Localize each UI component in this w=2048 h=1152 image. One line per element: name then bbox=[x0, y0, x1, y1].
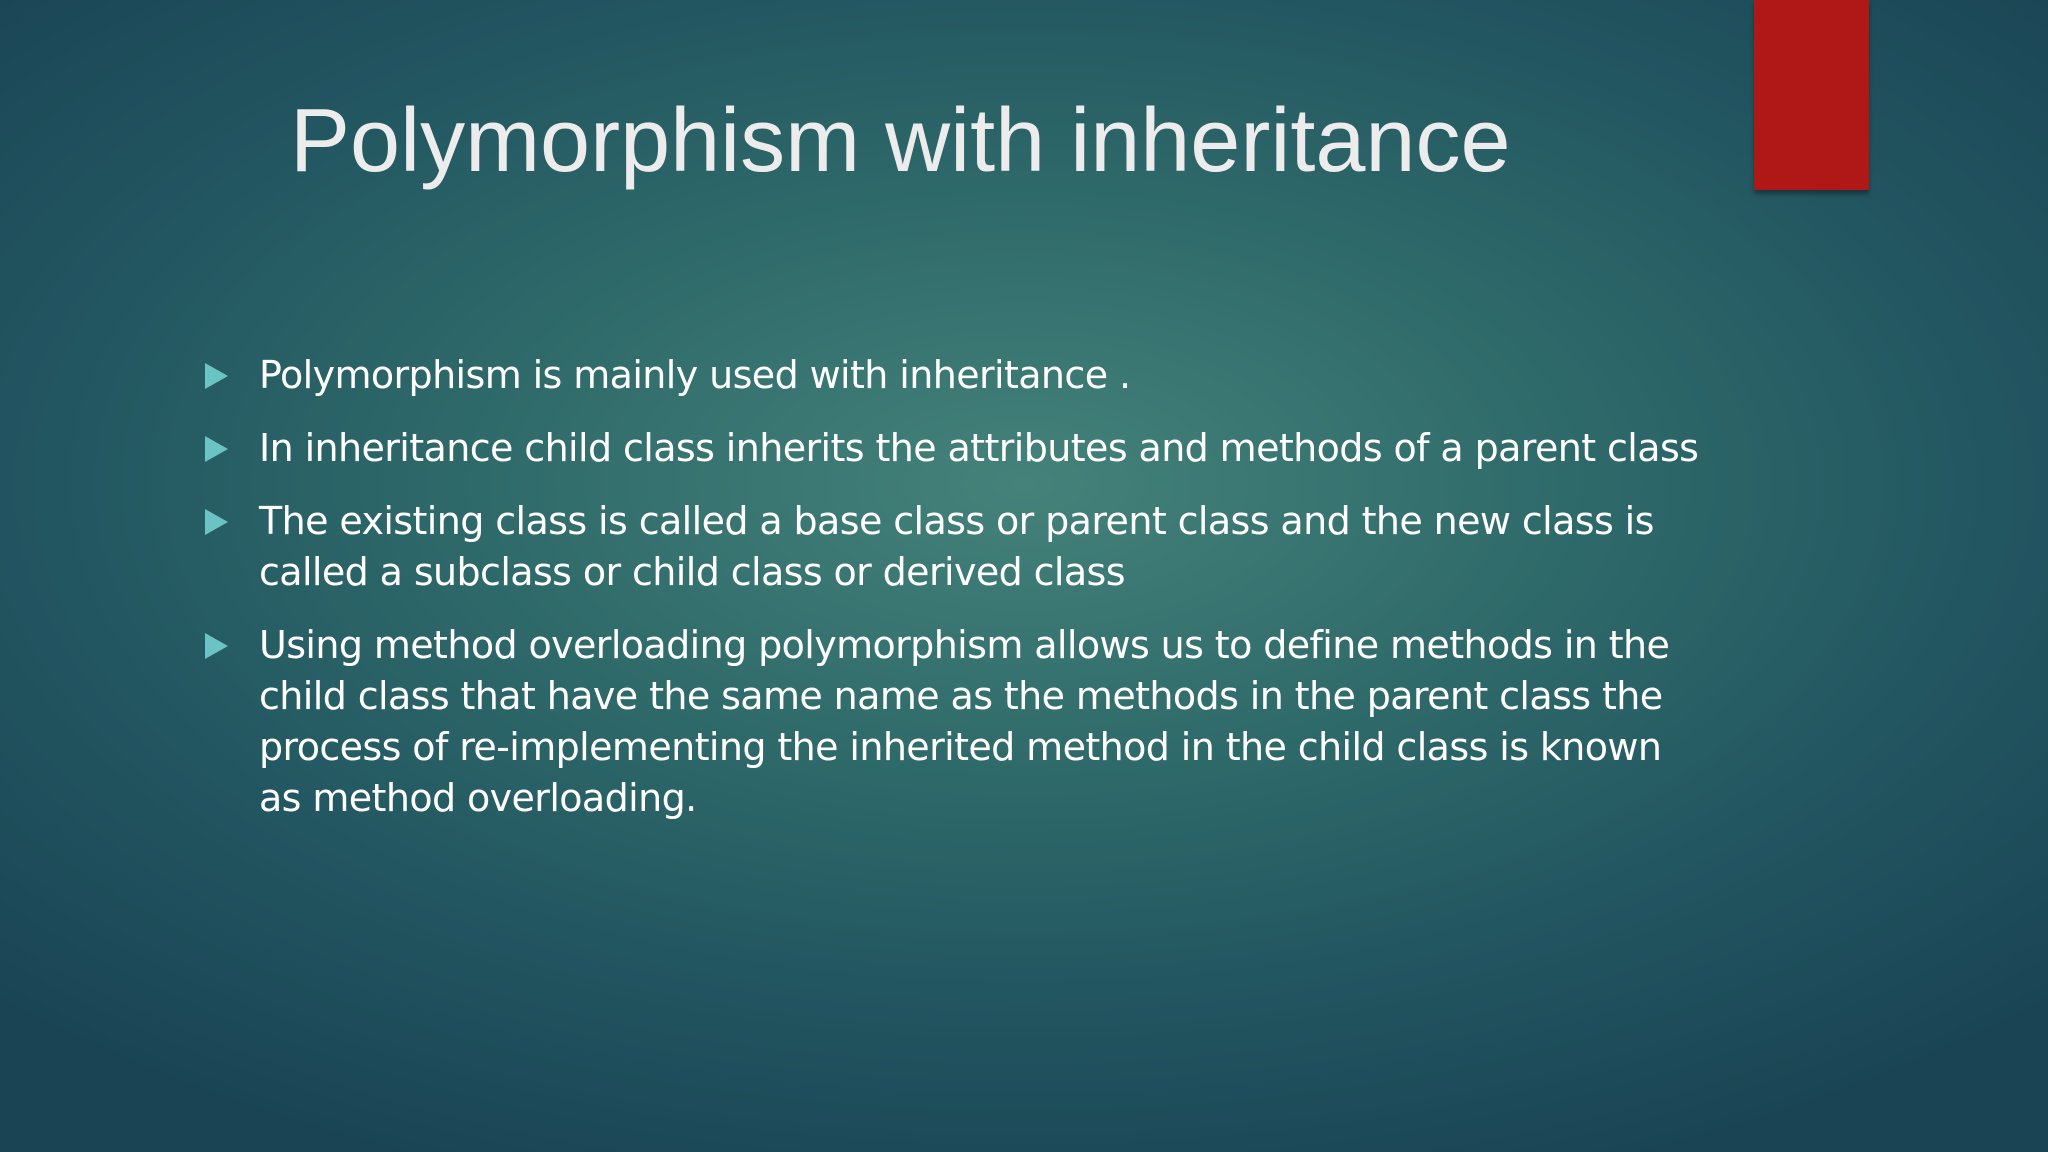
bullet-item bbox=[205, 350, 1705, 401]
bullet-text: In inheritance child class inherits the attributes and methods of a parent class bbox=[259, 426, 1699, 470]
triangle-right-icon bbox=[205, 363, 228, 389]
triangle-right-icon bbox=[205, 633, 228, 659]
bullet-item bbox=[205, 620, 1705, 824]
accent-bar bbox=[1754, 0, 1869, 190]
bullet-text: Polymorphism is mainly used with inheritance . bbox=[259, 353, 1131, 397]
triangle-right-icon bbox=[205, 509, 228, 535]
slide-title: Polymorphism with inheritance bbox=[290, 91, 1511, 191]
bullet-item bbox=[205, 496, 1705, 598]
bullet-text: The existing class is called a base class or parent class and the new class is called a subclass or child class or derived class bbox=[259, 499, 1654, 594]
triangle-right-icon bbox=[205, 436, 228, 462]
bullet-list bbox=[205, 350, 1705, 846]
bullet-text: Using method overloading polymorphism allows us to define methods in the child class that have the same name as the methods in the parent class the process of re-implementing the inherited method in the child class is known as method overloading. bbox=[259, 623, 1670, 820]
bullet-item bbox=[205, 423, 1705, 474]
